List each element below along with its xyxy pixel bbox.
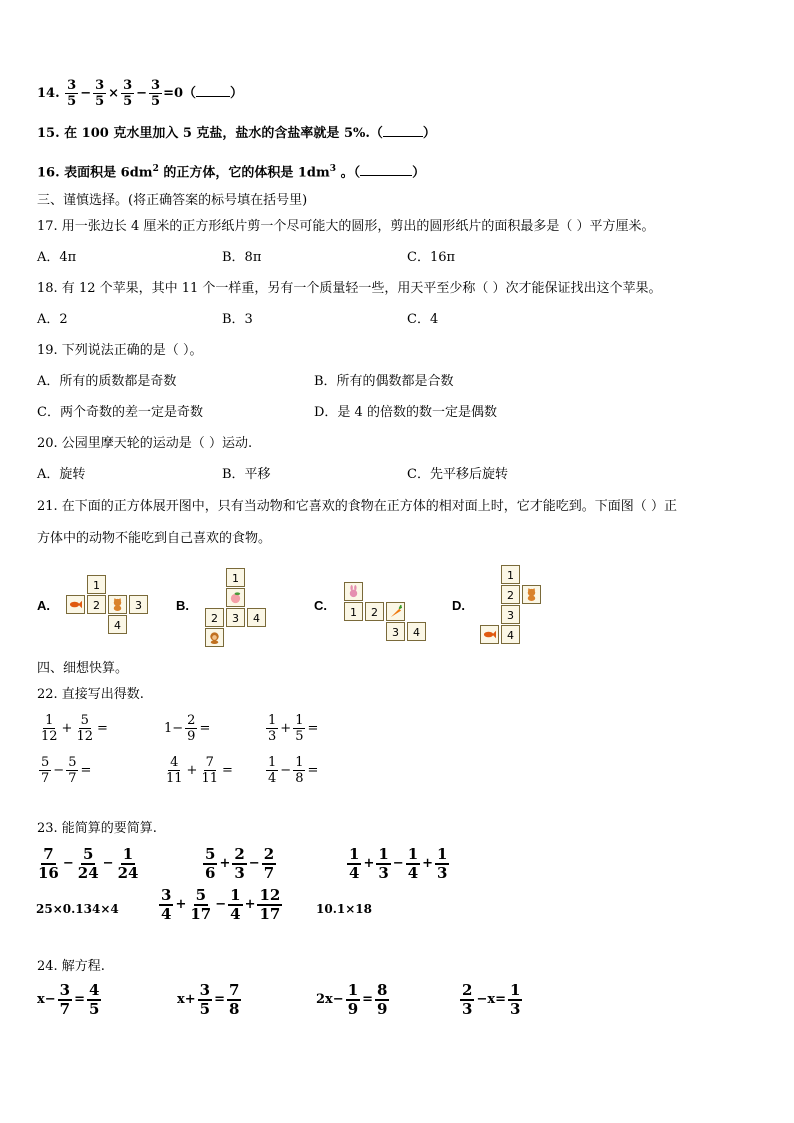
q18-stem: 18. 有 12 个苹果，其中 11 个一样重，另有一个质量轻一些，用天平至少称（ ）次才能保证找出这个苹果。 — [37, 281, 662, 296]
q23-expr-2: $\frac{5}{6}$ + $\frac{2}{3}$ − $\frac{2}{7}$ — [205, 845, 275, 882]
q24-equation-1: x− $\frac{3}{7}$ = $\frac{4}{5}$ — [37, 981, 100, 1018]
q23-expr-1: $\frac{7}{16}$ − $\frac{5}{24}$ − $\frac{1}{24}$ — [38, 845, 139, 882]
net-face: 1 — [344, 602, 363, 621]
q18-option-b[interactable]: B．3 — [222, 312, 253, 327]
q22-item-1: $\frac{1}{12}$ + $\frac{5}{12}$ = — [41, 713, 108, 744]
net-face-peach — [226, 588, 245, 607]
q21-option-b-label[interactable]: B. — [176, 598, 189, 613]
net-face: 3 — [501, 605, 520, 624]
q14: 14. $\frac{3}{5}$ − $\frac{3}{5}$ × $\frac{3}{5}$ − $\frac{3}{5}$ =0（ ） — [37, 78, 244, 109]
q21-option-a-label[interactable]: A. — [37, 598, 50, 613]
rabbit-icon — [347, 585, 360, 598]
q22-item-6: $\frac{1}{4}$ − $\frac{1}{8}$ = — [268, 755, 319, 786]
q23-title: 23. 能简算的要简算. — [37, 821, 157, 836]
q21-option-d-label[interactable]: D. — [452, 598, 465, 613]
q21-stem-line2: 方体中的动物不能吃到自己喜欢的食物。 — [37, 531, 272, 546]
q22-title: 22. 直接写出得数. — [37, 687, 144, 702]
q20-option-b[interactable]: B．平移 — [222, 467, 271, 482]
section-3-heading: 三、谨慎选择。(将正确答案的标号填在括号里) — [37, 193, 308, 208]
net-face-monkey — [205, 628, 224, 647]
q17-option-c[interactable]: C．16π — [407, 250, 456, 265]
net-face: 3 — [129, 595, 148, 614]
q16: 16. 表面积是 $6dm^2$ 的正方体，它的体积是 $1dm^3$ 。（ ） — [37, 164, 426, 181]
q22-item-4: $\frac{5}{7}$ − $\frac{5}{7}$ = — [41, 755, 92, 786]
q24-equation-2: x+ $\frac{3}{5}$ = $\frac{7}{8}$ — [177, 981, 240, 1018]
q24-equation-3: 2x− $\frac{1}{9}$ = $\frac{8}{9}$ — [316, 981, 388, 1018]
q18-option-a[interactable]: A．2 — [37, 312, 68, 327]
answer-blank[interactable] — [360, 163, 412, 176]
q23-expr-5: $\frac{3}{4}$ + $\frac{5}{17}$ − $\frac{1}{4}$ + $\frac{12}{17}$ — [161, 886, 281, 923]
q24-equation-4: $\frac{2}{3}$ −x= $\frac{1}{3}$ — [462, 981, 521, 1018]
q17-stem: 17. 用一张边长 4 厘米的正方形纸片剪一个尽可能大的圆形，剪出的圆形纸片的面积最多是（ ）平方厘米。 — [37, 219, 655, 234]
fraction: $\frac{3}{5}$ — [151, 78, 161, 109]
q20-option-c[interactable]: C．先平移后旋转 — [407, 467, 508, 482]
net-face: 4 — [247, 608, 266, 627]
answer-blank[interactable] — [383, 124, 423, 137]
fraction: $\frac{3}{5}$ — [67, 78, 77, 109]
q20-option-a[interactable]: A．旋转 — [37, 467, 86, 482]
fish-icon — [69, 598, 82, 611]
cat-icon — [525, 588, 538, 601]
net-face: 1 — [226, 568, 245, 587]
q19-option-d[interactable]: D．是 4 的倍数的数一定是偶数 — [314, 405, 497, 420]
q14-number: 14. — [37, 86, 60, 101]
q20-stem: 20. 公园里摩天轮的运动是（ ）运动. — [37, 436, 253, 451]
q19-option-b[interactable]: B．所有的偶数都是合数 — [314, 374, 454, 389]
net-face: 2 — [87, 595, 106, 614]
net-face-cat — [108, 595, 127, 614]
q22-item-2: 1− $\frac{2}{9}$ = — [164, 713, 211, 744]
net-face-fish — [66, 595, 85, 614]
net-face: 1 — [87, 575, 106, 594]
q17-option-b[interactable]: B．8π — [222, 250, 262, 265]
net-face-cat — [522, 585, 541, 604]
net-face: 4 — [108, 615, 127, 634]
answer-blank[interactable] — [196, 84, 230, 97]
q18-option-c[interactable]: C．4 — [407, 312, 439, 327]
net-face-carrot — [386, 602, 405, 621]
net-face: 4 — [501, 625, 520, 644]
fraction: $\frac{3}{5}$ — [95, 78, 105, 109]
monkey-icon — [208, 631, 221, 644]
q24-title: 24. 解方程. — [37, 959, 105, 974]
q19-stem: 19. 下列说法正确的是（ ）。 — [37, 343, 203, 358]
net-face: 2 — [365, 602, 384, 621]
fish-icon — [483, 628, 496, 641]
net-face: 2 — [205, 608, 224, 627]
q23-expr-4: 25×0.134×4 — [36, 902, 119, 916]
q17-option-a[interactable]: A．4π — [37, 250, 77, 265]
q19-option-a[interactable]: A．所有的质数都是奇数 — [37, 374, 177, 389]
peach-icon — [229, 591, 242, 604]
q21-option-c-label[interactable]: C. — [314, 598, 327, 613]
net-face: 2 — [501, 585, 520, 604]
net-face: 3 — [226, 608, 245, 627]
q22-item-3: $\frac{1}{3}$ + $\frac{1}{5}$ = — [268, 713, 319, 744]
q22-item-5: $\frac{4}{11}$ + $\frac{7}{11}$ = — [166, 755, 233, 786]
net-face-rabbit — [344, 582, 363, 601]
carrot-icon — [389, 605, 402, 618]
q19-option-c[interactable]: C．两个奇数的差一定是奇数 — [37, 405, 203, 420]
q23-expr-3: $\frac{1}{4}$ + $\frac{1}{3}$ − $\frac{1}{4}$ + $\frac{1}{3}$ — [349, 845, 448, 882]
q21-stem-line1: 21. 在下面的正方体展开图中，只有当动物和它喜欢的食物在正方体的相对面上时，它才能吃到。下面图（ ）正 — [37, 499, 677, 514]
net-face: 1 — [501, 565, 520, 584]
q23-expr-6: 10.1×18 — [316, 902, 372, 916]
net-face: 4 — [407, 622, 426, 641]
cat-icon — [111, 598, 124, 611]
fraction: $\frac{3}{5}$ — [123, 78, 133, 109]
net-face-fish — [480, 625, 499, 644]
section-4-heading: 四、细想快算。 — [37, 661, 129, 676]
net-face: 3 — [386, 622, 405, 641]
q15: 15. 在 100 克水里加入 5 克盐，盐水的含盐率就是 5%.（ ） — [37, 126, 436, 141]
